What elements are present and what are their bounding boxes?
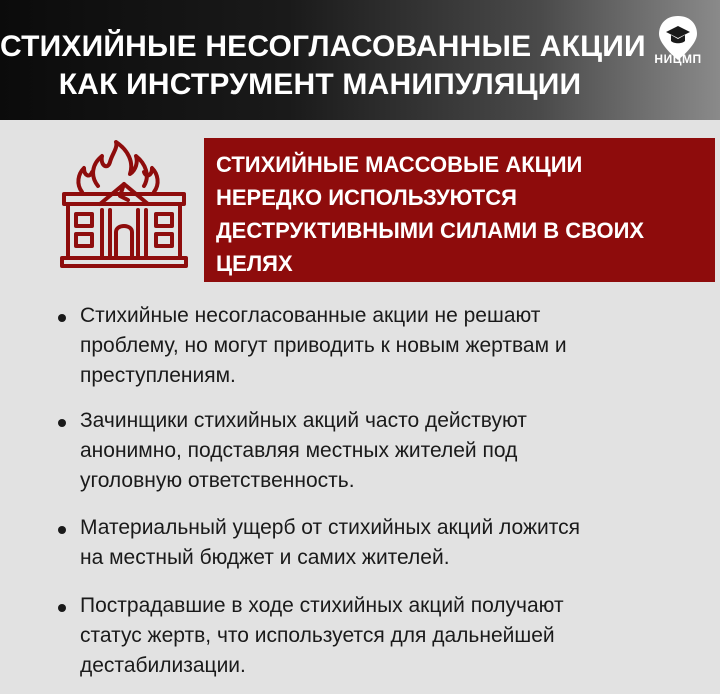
page-title-line-2: КАК ИНСТРУМЕНТ МАНИПУЛЯЦИИ — [58, 68, 582, 101]
callout-line: ДЕСТРУКТИВНЫМИ СИЛАМИ В СВОИХ — [216, 218, 645, 243]
callout-line: НЕРЕДКО ИСПОЛЬЗУЮТСЯ — [216, 185, 517, 210]
page-title-line-1: СТИХИЙНЫЕ НЕСОГЛАСОВАННЫЕ АКЦИИ — [0, 30, 646, 63]
bullet-dot-icon — [58, 604, 66, 612]
list-item-text: Пострадавшие в ходе стихийных акций получают — [80, 594, 564, 617]
list-item-text: преступлениям. — [80, 364, 236, 387]
header-banner — [0, 0, 720, 120]
list-item-text: статус жертв, что используется для дальнейшей — [80, 624, 555, 647]
list-item-text: анонимно, подставляя местных жителей под — [80, 439, 518, 462]
list-item-text: Стихийные несогласованные акции не решают — [80, 304, 541, 327]
list-item-text: уголовную ответственность. — [80, 469, 355, 492]
list-item-text: на местный бюджет и самих жителей. — [80, 546, 450, 569]
bullet-dot-icon — [58, 314, 66, 322]
list-item-text: проблему, но могут приводить к новым жертвам и — [80, 334, 567, 357]
callout-line: СТИХИЙНЫЕ МАССОВЫЕ АКЦИИ — [216, 152, 583, 177]
callout-line: ЦЕЛЯХ — [216, 251, 293, 276]
callout-box — [204, 138, 715, 282]
bullet-dot-icon — [58, 419, 66, 427]
logo-text: НИЦМП — [654, 52, 702, 66]
list-item-text: Зачинщики стихийных акций часто действуют — [80, 409, 527, 432]
list-item-text: дестабилизации. — [80, 654, 246, 677]
burning-building-icon — [54, 140, 194, 270]
list-item-text: Материальный ущерб от стихийных акций ложится — [80, 516, 580, 539]
bullet-dot-icon — [58, 526, 66, 534]
